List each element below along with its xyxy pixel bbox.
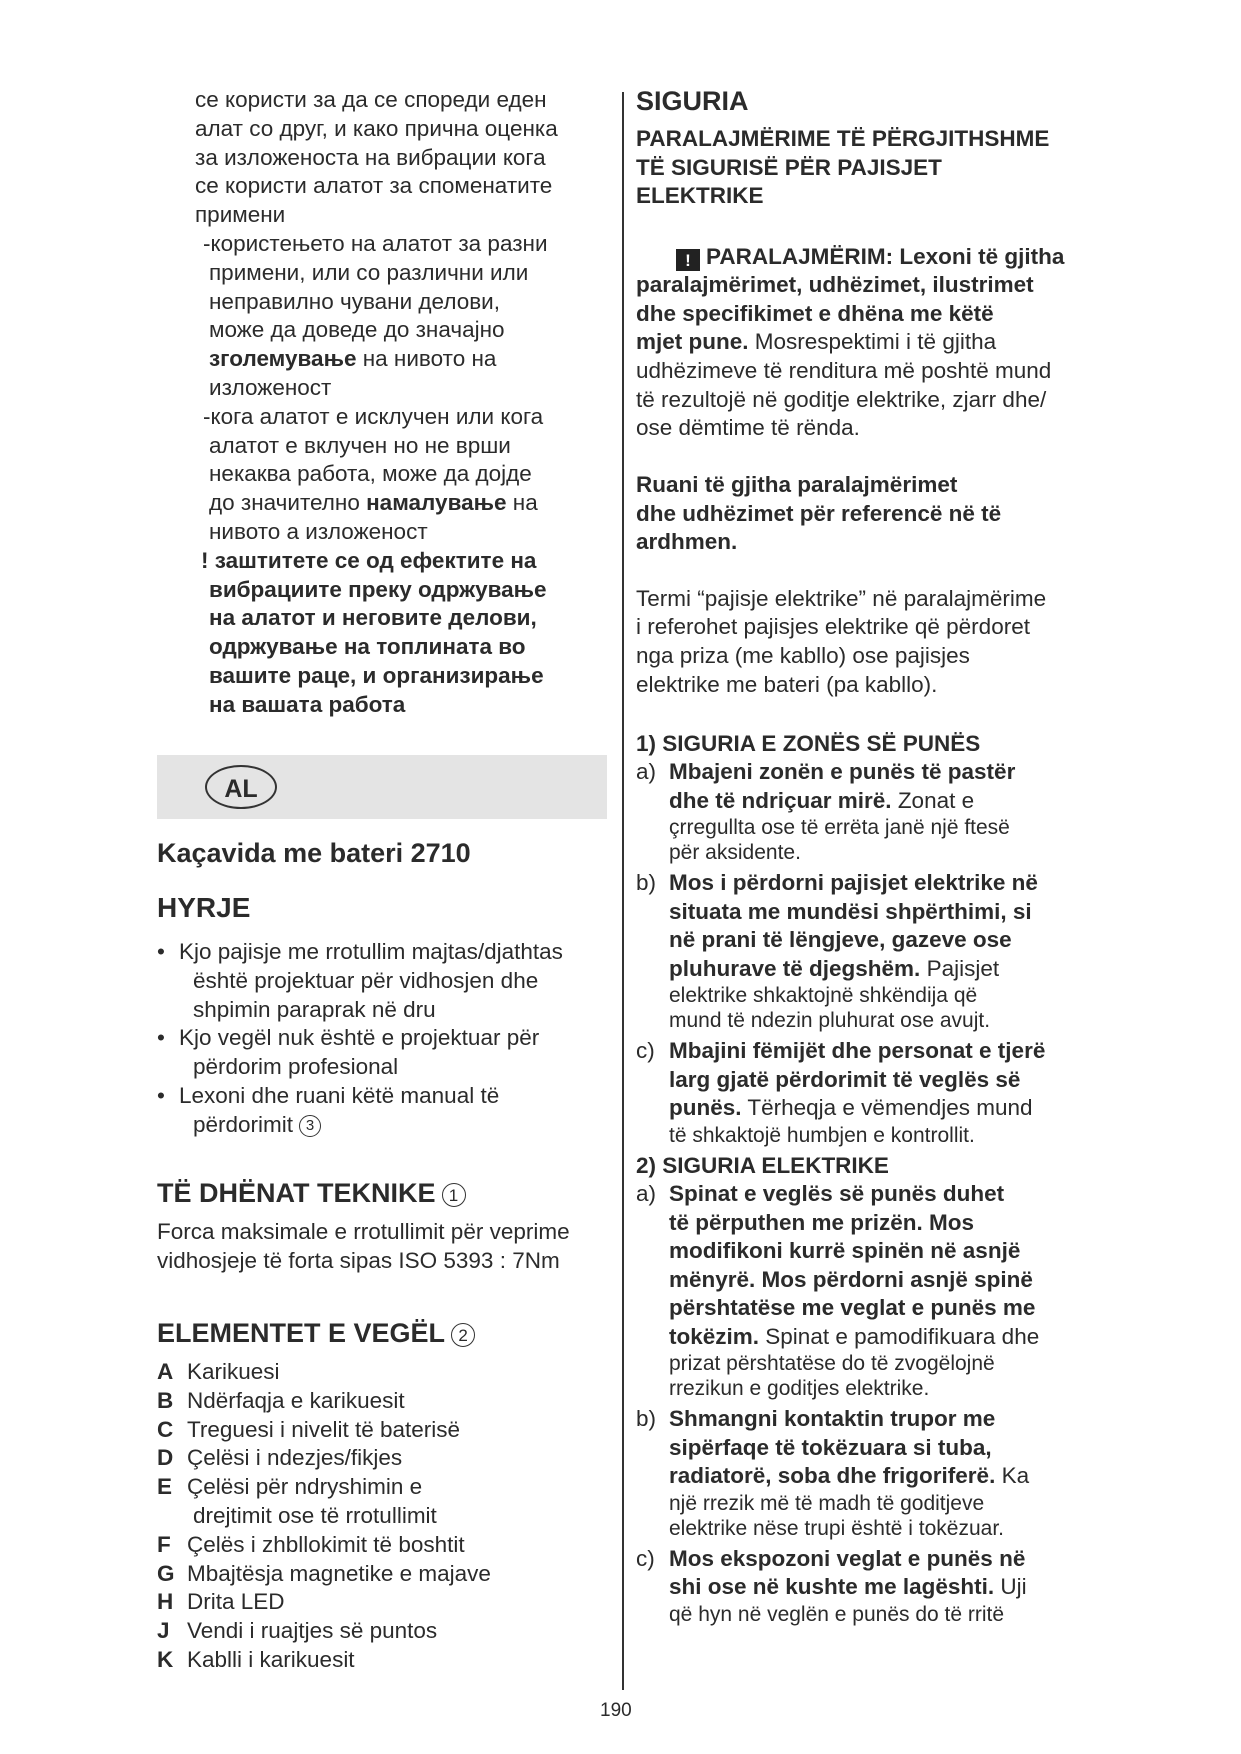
term-definition — [636, 585, 1098, 700]
text-span: Uji — [994, 1574, 1027, 1600]
product-title: Kaçavida me bateri 2710 — [157, 838, 471, 868]
text-line: нивото а изложеност — [209, 518, 428, 544]
text-line: larg gjatë përdorimit të veglës së — [669, 1066, 1021, 1092]
text-span: на — [506, 490, 538, 516]
list-item — [157, 1646, 607, 1675]
list-item — [157, 1560, 607, 1589]
item-text: Treguesi i nivelit të baterisë — [187, 1416, 461, 1442]
technical-data-text — [157, 1218, 617, 1276]
item-marker: a) — [636, 1181, 657, 1207]
emphasis: radiatorë, soba dhe frigoriferë. — [669, 1463, 996, 1489]
text-line — [636, 328, 1098, 357]
text-line — [179, 1111, 607, 1140]
text-line: përdorim profesional — [193, 1054, 399, 1080]
text-line: на вашата работа — [209, 691, 406, 717]
page-number: 190 — [600, 1700, 632, 1721]
list-item — [636, 758, 1098, 865]
list-item — [636, 1180, 1098, 1401]
text-line: elektrike shkaktojnë shkëndija që — [669, 984, 978, 1008]
text-line: elektrike nëse trupi është i tokëzuar. — [669, 1516, 1005, 1540]
intro-bullet-list — [157, 938, 607, 1140]
list-item — [157, 1473, 607, 1502]
heading-text: TË DHËNAT TEKNIKE — [157, 1178, 436, 1208]
text-line: се користи алатот за споменатите — [195, 173, 553, 199]
item-letter: F — [157, 1531, 171, 1557]
item-text: Çelës i zhbllokimit të boshtit — [187, 1531, 465, 1557]
dash-item-1 — [157, 230, 607, 403]
text-line: shpimin paraprak në dru — [193, 996, 436, 1022]
text-line: që hyn në veglën e punës do të rritë — [669, 1602, 1005, 1626]
text-line — [669, 1094, 1098, 1123]
emphasis: shi ose në kushte me lagështi. — [669, 1574, 995, 1600]
text-line: одржување на топлината во — [209, 634, 526, 660]
item-letter: H — [157, 1589, 174, 1615]
text-span: Spinat e pamodifikuara dhe — [759, 1323, 1040, 1349]
item-letter: D — [157, 1445, 174, 1471]
text-line: të shkaktojë humbjen e kontrollit. — [669, 1123, 975, 1147]
right-column-safety — [636, 86, 1098, 1627]
general-warning — [636, 243, 1098, 444]
bullet-icon: • — [157, 1082, 165, 1108]
bullet-icon: • — [157, 1025, 165, 1051]
language-badge: AL — [205, 765, 277, 809]
text-line: një rrezik më të madh të goditjeve — [669, 1491, 985, 1515]
text-line: Ruani të gjitha paralajmërimet — [636, 472, 958, 498]
text-line: në prani të lëngjeve, gazeve ose — [669, 927, 1012, 953]
text-line: udhëzimeve të renditura më poshtë mund — [636, 357, 1052, 383]
list-item — [157, 1588, 607, 1617]
emphasis: tokëzim. — [669, 1323, 760, 1349]
text-span: Tërheqja e vëmendjes mund — [741, 1095, 1033, 1121]
text-line: të përputhen me prizën. Mos — [669, 1209, 975, 1235]
heading-text: ELEMENTET E VEGËL — [157, 1318, 446, 1348]
item-marker: b) — [636, 870, 657, 896]
text-span: на нивото на — [356, 346, 497, 372]
text-line: Spinat e veglës së punës duhet — [669, 1181, 1005, 1207]
text-line: се користи за да се спореди еден — [195, 87, 547, 112]
text-line: ose dëmtime të rënda. — [636, 415, 860, 441]
emphasis: зголемување — [209, 346, 357, 372]
text-span: përdorimit — [193, 1111, 294, 1137]
text-line: алатот е вклучен но не врши — [209, 432, 511, 458]
item-letter: B — [157, 1387, 174, 1413]
text-line: Termi “pajisje elektrike” në paralajmërime — [636, 585, 1047, 611]
keep-instructions — [636, 471, 1098, 557]
text-span: Mosrespektimi i të gjitha — [748, 329, 997, 354]
item-text: Vendi i ruajtjes së puntos — [187, 1618, 438, 1644]
item-text: Ndërfaqja e karikuesit — [187, 1387, 405, 1413]
item-text: Çelësi për ndryshimin e — [187, 1474, 423, 1500]
item-letter: C — [157, 1416, 174, 1442]
text-line: Mbajeni zonën e punës të pastër — [669, 759, 1016, 785]
item-text: Mbajtësja magnetike e majave — [187, 1560, 491, 1586]
text-line: Forca maksimale e rrotullimit për veprime — [157, 1219, 570, 1244]
warning-triangle-icon: ! — [676, 249, 700, 271]
text-span: Pajisjet — [920, 955, 1000, 981]
emphasis: dhe të ndriçuar mirë. — [669, 787, 892, 813]
section-heading-work-area: 1) SIGURIA E ZONËS SË PUNËS — [636, 730, 981, 756]
item-marker: c) — [636, 1545, 655, 1571]
text-line: dhe specifikimet e dhëna me këtë — [636, 300, 994, 326]
list-item — [157, 1617, 607, 1646]
item-letter: G — [157, 1560, 175, 1586]
text-line: Kjo pajisje me rrotullim majtas/djathtas — [179, 939, 563, 964]
text-line: Shmangni kontaktin trupor me — [669, 1406, 996, 1432]
list-item — [157, 1358, 607, 1387]
text-line: Kjo vegël nuk është e projektuar për — [179, 1025, 540, 1051]
item-text-continued: drejtimit ose të rrotullimit — [193, 1502, 437, 1528]
figure-ref-icon: 2 — [451, 1323, 475, 1347]
text-line: Lexoni dhe ruani këtë manual të — [179, 1082, 500, 1108]
column-divider — [622, 92, 624, 1690]
list-item — [636, 1405, 1098, 1541]
text-line: вибрациите преку одржување — [209, 576, 547, 602]
text-line: примени — [195, 202, 286, 228]
item-letter: A — [157, 1359, 174, 1384]
text-line: -кога алатот е исклучен или кога — [203, 403, 544, 429]
item-marker: b) — [636, 1406, 657, 1432]
text-line — [636, 243, 1098, 272]
text-line: vidhosjeje të forta sipas ISO 5393 : 7Nm — [157, 1247, 560, 1273]
text-line — [209, 345, 607, 374]
item-letter: K — [157, 1646, 174, 1672]
safety-title: SIGURIA — [636, 86, 749, 116]
item-text: Karikuesi — [187, 1359, 280, 1384]
text-line: rrezikun e goditjes elektrike. — [669, 1377, 930, 1401]
text-line: на алатот и неговите делови, — [209, 605, 537, 631]
text-line: të rezultojë në goditje elektrike, zjarr dhe/ — [636, 386, 1047, 412]
item-letter: J — [157, 1618, 170, 1644]
text-line: -користењето на алатот за разни — [203, 230, 548, 256]
list-item — [157, 1387, 607, 1416]
text-line: вашите раце, и организирање — [209, 662, 544, 688]
emphasis: mjet pune. — [636, 329, 749, 354]
text-span: Zonat e — [891, 787, 975, 813]
list-item — [157, 1024, 607, 1082]
text-line: është projektuar për vidhosjen dhe — [193, 967, 539, 993]
text-line: mund të ndezin pluhurat ose avujt. — [669, 1009, 991, 1033]
item-letter: E — [157, 1474, 173, 1500]
list-item — [157, 938, 607, 1024]
section-heading-electrical: 2) SIGURIA ELEKTRIKE — [636, 1152, 889, 1178]
text-line: situata me mundësi shpërthimi, si — [669, 898, 1032, 924]
text-line: modifikoni kurrë spinën në asnjë — [669, 1238, 1021, 1264]
text-line: nga priza (me kabllo) ose pajisjes — [636, 643, 970, 669]
emphasis: punës. — [669, 1095, 742, 1121]
item-text: Kablli i karikuesit — [187, 1646, 355, 1672]
text-line: Mos ekspozoni veglat e punës në — [669, 1545, 1026, 1571]
safety-subtitle — [636, 125, 1098, 211]
item-text: Drita LED — [187, 1589, 285, 1615]
technical-data-heading — [157, 1178, 466, 1209]
text-line — [669, 1573, 1098, 1602]
list-item — [157, 1082, 607, 1140]
intro-heading: HYRJE — [157, 892, 251, 923]
text-line: për aksidente. — [669, 841, 801, 865]
text-line — [669, 787, 1098, 816]
text-line — [669, 1462, 1098, 1491]
elements-heading — [157, 1318, 475, 1349]
list-item — [157, 1531, 607, 1560]
item-marker: c) — [636, 1038, 655, 1064]
intro-paragraph — [157, 86, 607, 230]
text-line — [669, 1323, 1098, 1352]
text-span: PARALAJMËRIM: Lexoni të gjitha — [706, 243, 1065, 269]
text-line: може да доведе до значајно — [209, 317, 505, 343]
text-line: prizat përshtatëse do të zvogëlojnë — [669, 1352, 995, 1376]
text-line: за изложеноста на вибрации кога — [195, 144, 546, 170]
left-column-macedonian — [157, 86, 607, 720]
text-line: Mos i përdorni pajisjet elektrike në — [669, 870, 1038, 896]
text-line: dhe udhëzimet për referencë në të — [636, 500, 1002, 526]
text-line: неправилно чувани делови, — [209, 288, 500, 314]
list-item — [636, 869, 1098, 1033]
text-line: elektrike me bateri (pa kabllo). — [636, 672, 938, 698]
language-band — [157, 755, 607, 819]
text-line: ardhmen. — [636, 529, 738, 555]
text-line — [669, 955, 1098, 984]
text-line: Mbajini fëmijët dhe personat e tjerë — [669, 1038, 1046, 1064]
figure-ref-icon: 1 — [442, 1183, 466, 1207]
text-line: përshtatëse me veglat e punës me — [669, 1295, 1036, 1321]
emphasis: pluhurave të djegshëm. — [669, 955, 921, 981]
text-line: i referohet pajisjes elektrike që përdoret — [636, 614, 1030, 640]
text-line: некаква работа, може да дојде — [209, 461, 532, 487]
text-span: Ka — [995, 1463, 1030, 1489]
figure-ref-icon: 3 — [299, 1115, 321, 1137]
list-item — [636, 1545, 1098, 1627]
text-span: до значително — [209, 490, 367, 516]
text-line: mënyrë. Mos përdorni asnjë spinë — [669, 1266, 1033, 1292]
text-line: алат со друг, и како прична оценка — [195, 115, 558, 141]
text-line: sipërfaqe të tokëzuara si tuba, — [669, 1434, 992, 1460]
bullet-icon: • — [157, 939, 165, 964]
item-marker: a) — [636, 759, 657, 785]
text-line: ! заштитете се од ефектите на — [201, 547, 537, 573]
dash-item-2 — [157, 403, 607, 547]
warning-note — [157, 547, 607, 720]
text-line: çrregullta ose të errëta janë një ftesë — [669, 816, 1010, 840]
list-item — [157, 1444, 607, 1473]
list-item — [636, 1037, 1098, 1148]
elements-list — [157, 1358, 607, 1675]
text-line: изложеност — [209, 374, 332, 400]
item-text: Çelësi i ndezjes/fikjes — [187, 1445, 403, 1471]
text-line: ELEKTRIKE — [636, 183, 764, 208]
list-item — [157, 1416, 607, 1445]
text-line: примени, или со различни или — [209, 259, 529, 285]
emphasis: намалување — [366, 490, 507, 516]
text-line: paralajmërimet, udhëzimet, ilustrimet — [636, 272, 1034, 297]
text-line — [209, 489, 607, 518]
text-line: PARALAJMËRIME TË PËRGJITHSHME — [636, 126, 1050, 151]
text-line: TË SIGURISË PËR PAJISJET — [636, 154, 942, 180]
